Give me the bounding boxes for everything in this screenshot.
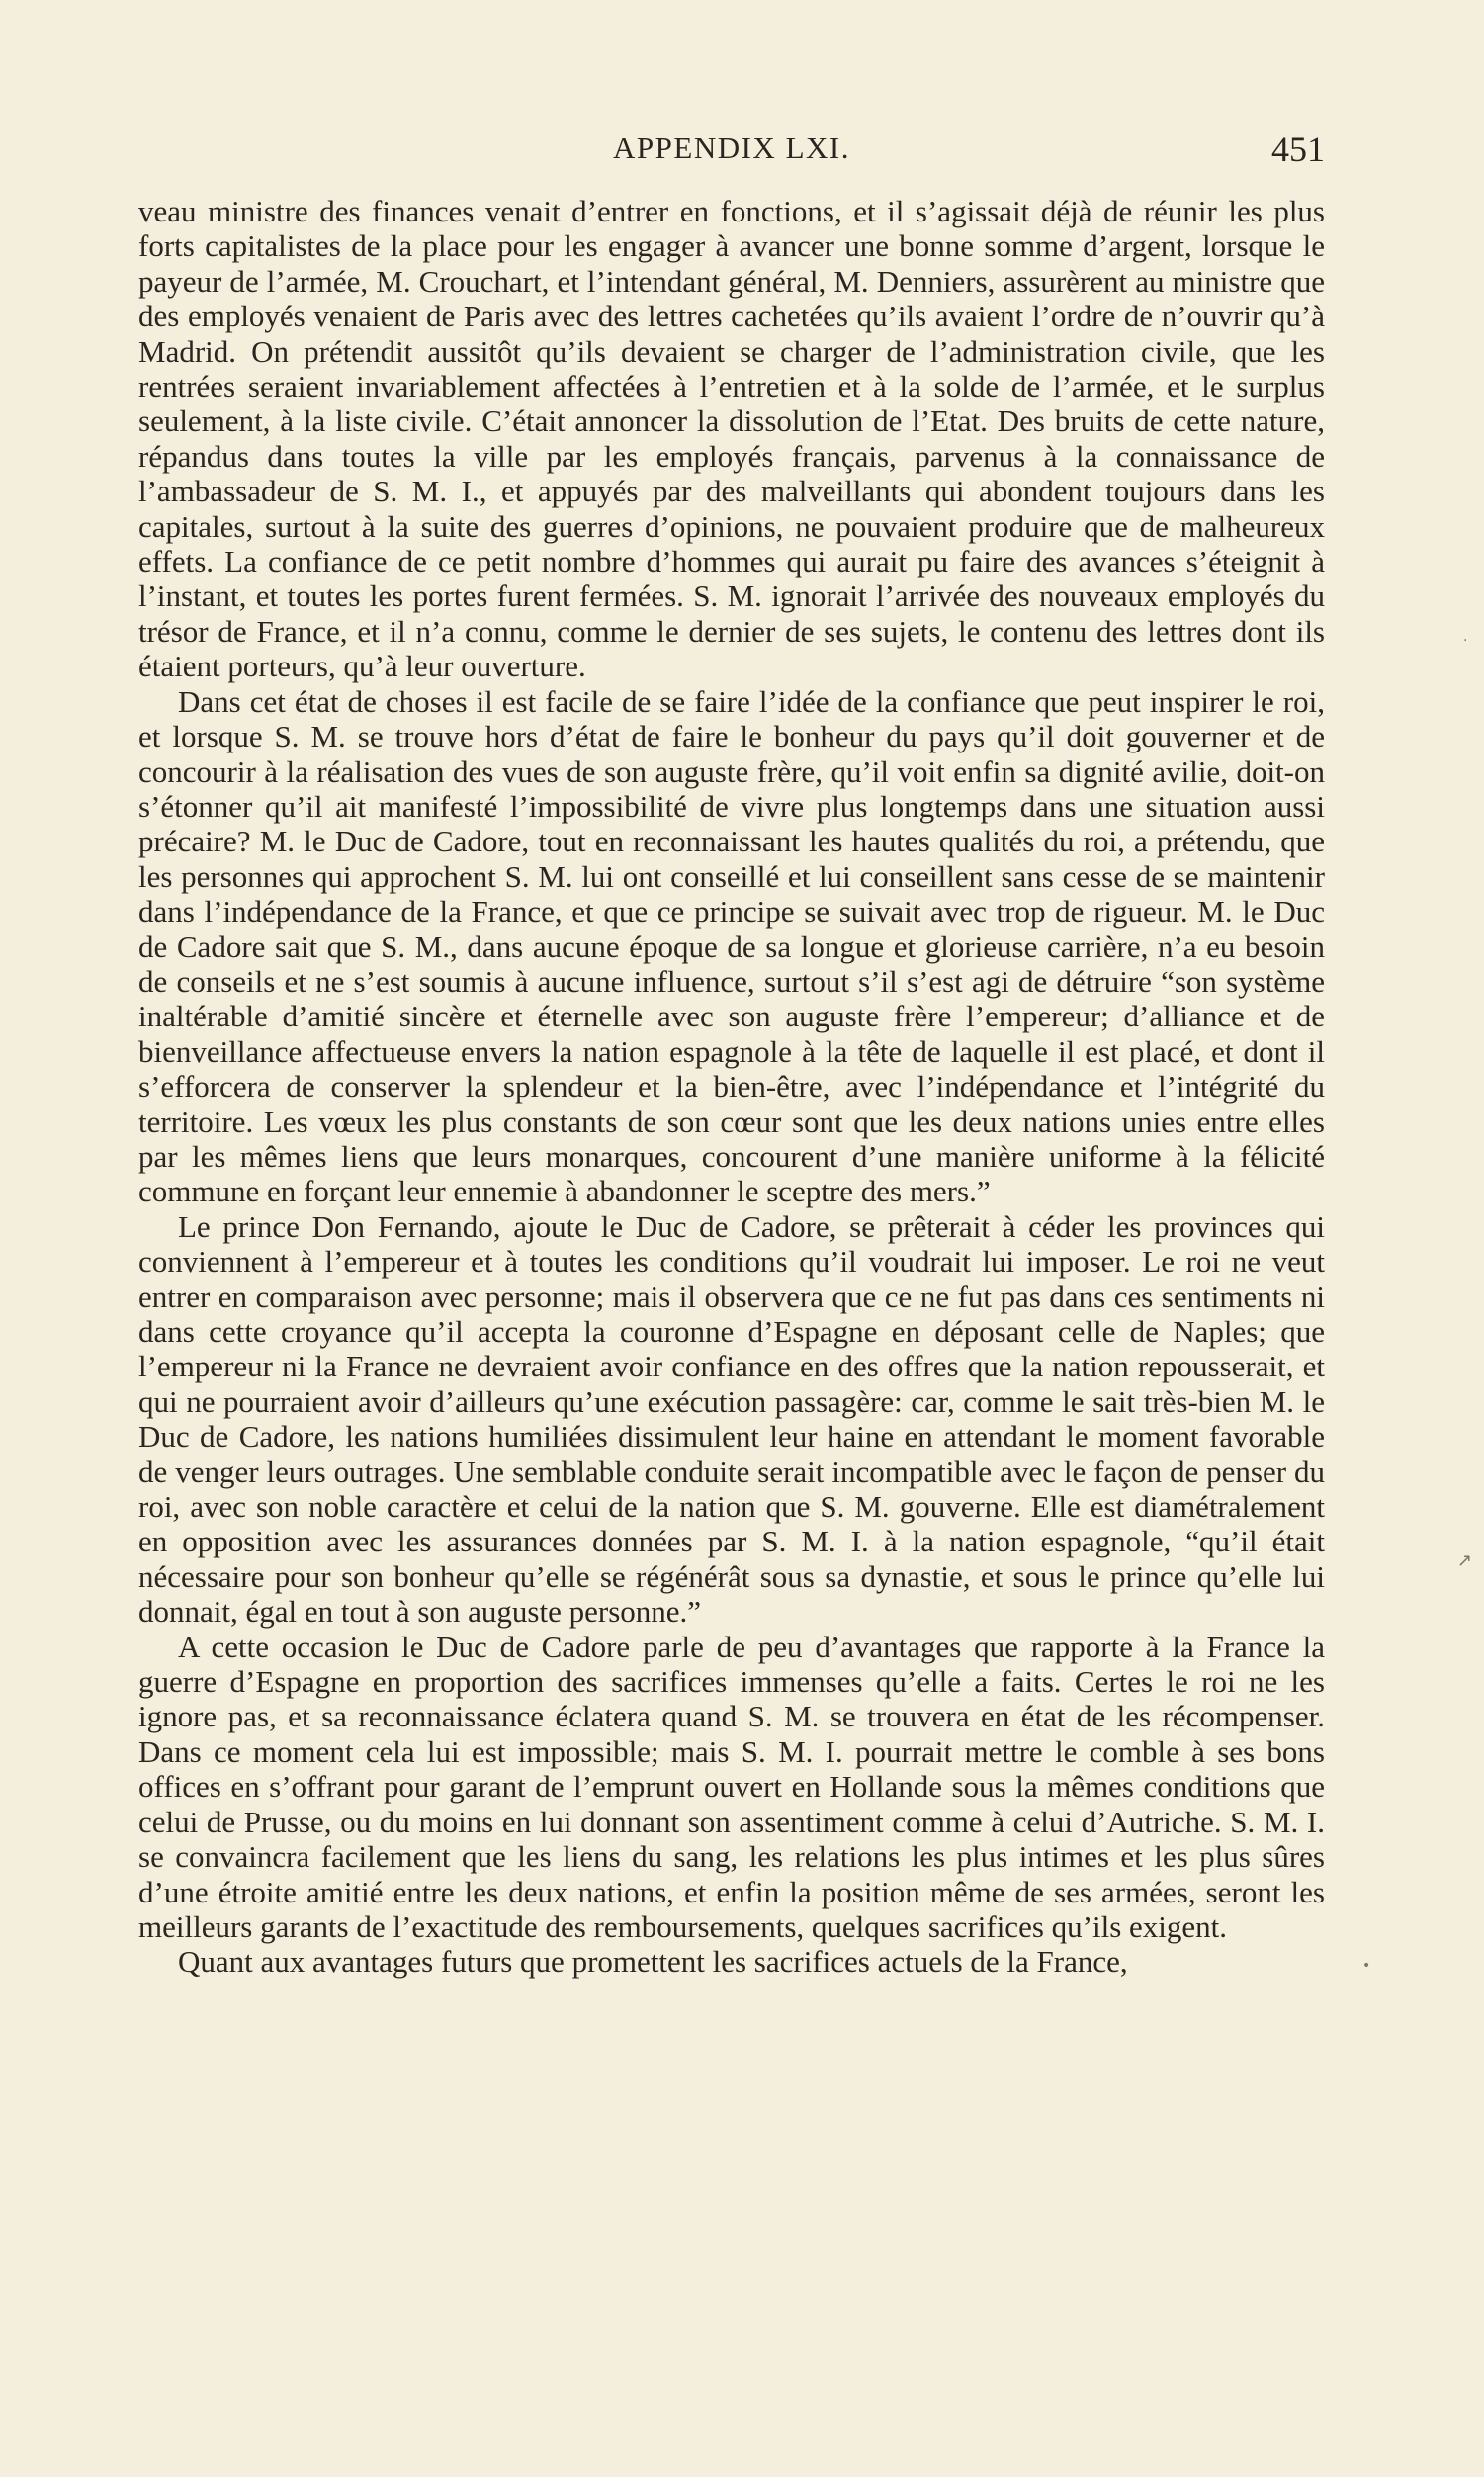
paragraph: Dans cet état de choses il est facile de se faire l’idée de la confiance que peut inspirer le roi, et lorsque S. M. se trouve hors d’état de faire le bonheur du pays qu’il doit gouverner et de concourir à la réalisation des vues de son auguste frère, qu’il voit enfin sa dignité avilie, doit-on s’étonner qu’il ait manifesté l’impossibilité de vivre plus longtemps dans une situation aussi précaire? M. le Duc de Cadore, tout en reconnaissant les hautes qualités du roi, a prétendu, que les personnes qui approchent S. M. lui ont conseillé et lui conseillent sans cesse de se maintenir dans l’indépendance de la France, et que ce principe se suivait avec trop de rigueur. M. le Duc de Cadore sait que S. M., dans aucune époque de sa longue et glorieuse carrière, n’a eu besoin de conseils et ne s’est soumis à aucune influence, surtout s’il s’est agi de détruire “son système inaltérable d’amitié sincère et éternelle avec son auguste frère l’empereur; d’alliance et de bienveillance affectueuse envers la nation espagnole à la tête de laquelle il est placé, et dont il s’efforcera de conserver la splendeur et la bien-être, avec l’indépendance et l’intégrité du territoire. Les vœux les plus constants de son cœur sont que les deux nations unies entre elles par les mêmes liens que leurs monarques, concourent d’une manière uniforme à la félicité commune en forçant leur ennemie à abandonner le sceptre des mers.” bbox=[138, 683, 1325, 1209]
page-header bbox=[138, 127, 1325, 170]
paragraph-continued: veau ministre des finances venait d’entrer en fonctions, et il s’agissait déjà de réunir les plus forts capitalistes de la place pour les engager à avancer une bonne somme d’argent, lorsque le payeur de l’armée, M. Crouchart, et l’intendant général, M. Denniers, assurèrent au ministre que des employés venaient de Paris avec des lettres cachetées qu’ils avaient l’ordre de n’ouvrir qu’à Madrid. On prétendit aussitôt qu’ils devaient se charger de l’administration civile, que les rentrées seraient invariablement affectées à l’entretien et à la solde de l’armée, et le surplus seulement, à la liste civile. C’était annoncer la dissolution de l’Etat. Des bruits de cette nature, répandus dans toutes la ville par les employés français, parvenus à la connaissance de l’ambassadeur de S. M. I., et appuyés par des malveillants qui abondent toujours dans les capitales, surtout à la suite des guerres d’opinions, ne pouvaient produire que de malheureux effets. La confiance de ce petit nombre d’hommes qui aurait pu faire des avances s’éteignit à l’instant, et toutes les portes furent fermées. S. M. ignorait l’arrivée des nouveaux employés du trésor de France, et il n’a connu, comme le dernier de ses sujets, le contenu des lettres dont ils étaient porteurs, qu’à leur ouverture. bbox=[138, 194, 1325, 684]
margin-speck: · bbox=[1463, 633, 1468, 649]
paragraph: Le prince Don Fernando, ajoute le Duc de Cadore, se prêterait à céder les provinces qui conviennent à l’empereur et à toutes les conditions qu’il voudrait lui imposer. Le roi ne veut entrer en comparaison avec personne; mais il observera que ce ne fut pas dans ces sentiments ni dans cette croyance qu’il accepta la couronne d’Espagne en déposant celle de Naples; que l’empereur ni la France ne devraient avoir confiance en des offres que la nation repousserait, et qui ne pourraient avoir d’ailleurs qu’une exécution passagère: car, comme le sait très-bien M. le Duc de Cadore, les nations humiliées dissimulent leur haine en attendant le moment favorable de venger leurs outrages. Une semblable conduite serait incompatible avec le façon de penser du roi, avec son noble caractère et celui de la nation que S. M. gouverne. Elle est diamétralement en opposition avec les assurances données par S. M. I. à la nation espagnole, “qu’il était nécessaire pour son bonheur qu’elle se régénérât sous sa dynastie, et sous le prince qu’elle lui donnait, égal en tout à son auguste personne.” bbox=[138, 1208, 1325, 1630]
margin-speck: • bbox=[1362, 1958, 1371, 1974]
running-head: APPENDIX LXI. bbox=[613, 131, 850, 165]
page-number: 451 bbox=[1271, 130, 1325, 169]
paragraph: Quant aux avantages futurs que promettent les sacrifices actuels de la France, bbox=[178, 1944, 1128, 1980]
margin-speck: ↗ bbox=[1457, 1550, 1473, 1571]
body-text bbox=[138, 194, 1325, 2330]
paragraph: A cette occasion le Duc de Cadore parle de peu d’avantages que rapporte à la France la guerre d’Espagne en proportion des sacrifices immenses qu’elle a faits. Certes le roi ne les ignore pas, et sa reconnaissance éclatera quand S. M. se trouvera en état de les récompenser. Dans ce moment cela lui est impossible; mais S. M. I. pourrait mettre le comble à ses bons offices en s’offrant pour garant de l’emprunt ouvert en Hollande sous la mêmes conditions que celui de Prusse, ou du moins en lui donnant son assentiment comme à celui d’Autriche. S. M. I. se convaincra facilement que les liens du sang, les relations les plus intimes et les plus sûres d’une étroite amitié entre les deux nations, et enfin la position même de ses armées, seront les meilleurs garants de l’exactitude des remboursements, quelques sacrifices qu’ils exigent. bbox=[138, 1629, 1325, 1944]
